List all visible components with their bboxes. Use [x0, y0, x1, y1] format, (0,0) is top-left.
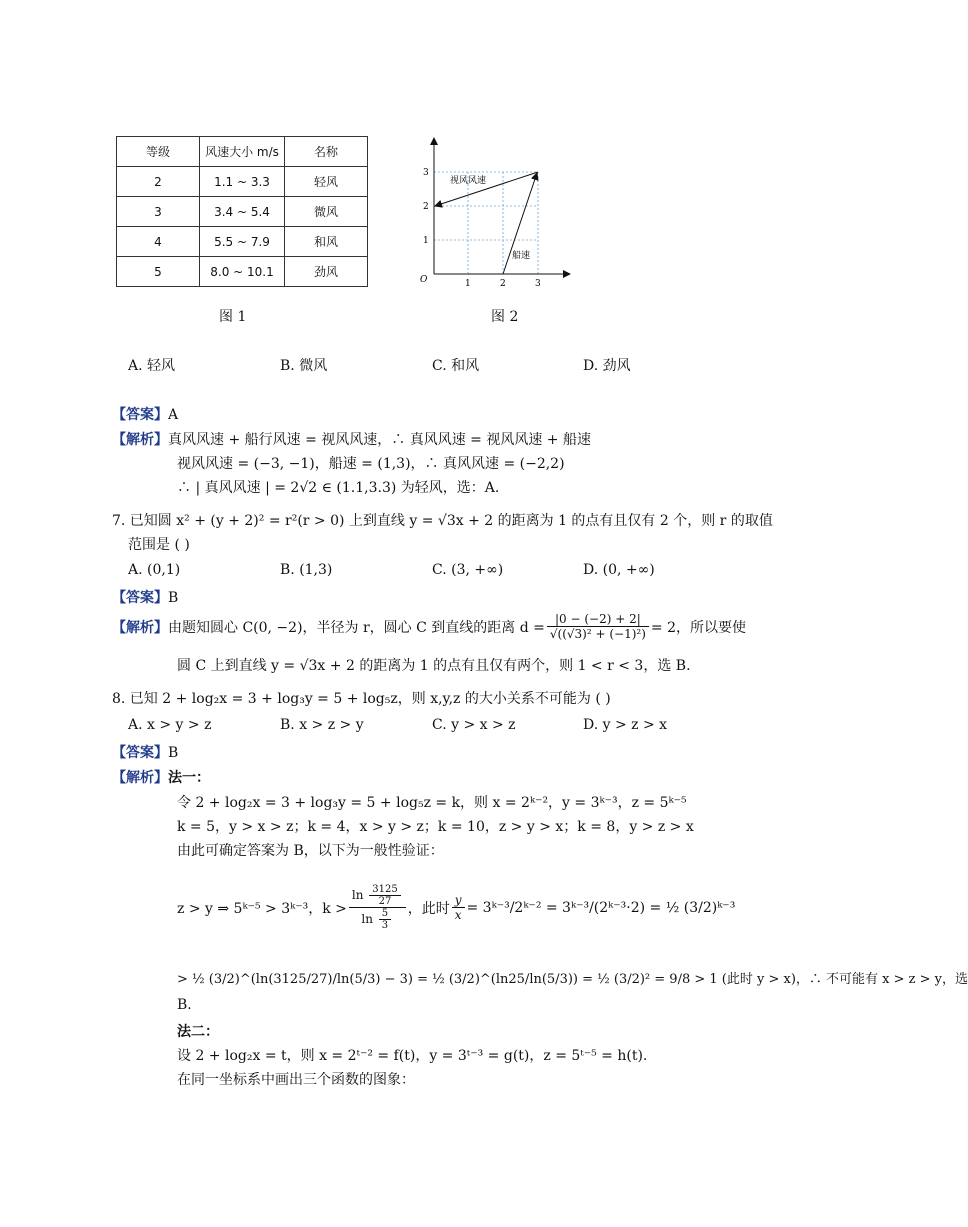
table-cell: 劲风 — [285, 257, 368, 287]
analysis-tag: 【解析】 — [112, 619, 168, 636]
analysis-text: ∴ | 真风风速 | = 2√2 ∈ (1.1,3.3) 为轻风，选：A. — [177, 480, 500, 496]
table-header-row — [117, 137, 368, 167]
table-header: 等级 — [117, 137, 200, 167]
fraction-numerator: |0 − (−2) + 2| — [547, 612, 649, 627]
table-cell: 轻风 — [285, 167, 368, 197]
option-c: C. (3, +∞) — [432, 562, 504, 578]
table-header: 名称 — [285, 137, 368, 167]
table-cell: 2 — [117, 167, 200, 197]
option-a: A. 轻风 — [128, 358, 176, 374]
question-stem: 范围是 ( ) — [128, 537, 190, 553]
option-b: B. x > z > y — [280, 717, 364, 733]
x-tick: 3 — [535, 279, 541, 289]
table-row — [117, 227, 368, 257]
wind-scale-table — [116, 136, 368, 287]
analysis-text: ，此时 — [407, 900, 450, 917]
table-row — [117, 167, 368, 197]
option-b: B. 微风 — [280, 358, 328, 374]
figure1-caption: 图 1 — [219, 309, 247, 325]
analysis-text: z > y ⇒ 5ᵏ⁻⁵ > 3ᵏ⁻³，k > — [177, 900, 347, 917]
table-header: 风速大小 m/s — [200, 137, 285, 167]
analysis-text: = 2，所以要使 — [650, 619, 746, 636]
analysis-tag: 【解析】 — [112, 770, 168, 786]
table-cell: 3 — [117, 197, 200, 227]
analysis-text: 视风风速 = (−3, −1)，船速 = (1,3)，∴ 真风风速 = (−2,2) — [177, 456, 565, 472]
origin-label: O — [420, 275, 428, 285]
answer-value: A — [168, 407, 179, 423]
analysis-row — [112, 429, 591, 449]
question-stem: 7. 已知圆 x² + (y + 2)² = r²(r > 0) 上到直线 y = √3x + 2 的距离为 1 的点有且仅有 2 个，则 r 的取值 — [112, 513, 773, 529]
derivation-line — [177, 884, 735, 931]
question-stem: 8. 已知 2 + log₂x = 3 + log₃y = 5 + log₅z，则 x,y,z 的大小关系不可能为 ( ) — [112, 691, 611, 707]
fraction-denominator: √((√3)² + (−1)²) — [549, 627, 646, 641]
answer-tag: 【答案】 — [112, 590, 168, 606]
analysis-text: 令 2 + log₂x = 3 + log₃y = 5 + log₅z = k，则 x = 2ᵏ⁻²，y = 3ᵏ⁻³，z = 5ᵏ⁻⁵ — [177, 795, 687, 811]
option-d: D. 劲风 — [583, 358, 631, 374]
table-cell: 5 — [117, 257, 200, 287]
option-c: C. y > x > z — [432, 717, 516, 733]
y-tick: 1 — [423, 236, 429, 246]
analysis-row — [112, 612, 746, 641]
answer-row — [112, 742, 178, 762]
log-ratio-fraction — [349, 884, 406, 931]
y-tick: 2 — [423, 202, 429, 212]
answer-tag: 【答案】 — [112, 745, 168, 761]
table-row — [117, 197, 368, 227]
analysis-text: = 3ᵏ⁻³/2ᵏ⁻² = 3ᵏ⁻³/(2ᵏ⁻³·2) = ½ (3/2)ᵏ⁻³ — [466, 899, 736, 916]
answer-value: B — [168, 745, 179, 761]
table-cell: 8.0 ~ 10.1 — [200, 257, 285, 287]
option-b: B. (1,3) — [280, 562, 333, 578]
ship-speed-label: 船速 — [512, 251, 531, 261]
fraction-denominator: ln $\frac{5}{3}$ — [349, 908, 406, 931]
table-cell: 3.4 ~ 5.4 — [200, 197, 285, 227]
analysis-text: 设 2 + log₂x = t，则 x = 2ᵗ⁻² = f(t)，y = 3ᵗ⁻³ = g(t)，z = 5ᵗ⁻⁵ = h(t). — [177, 1048, 648, 1064]
option-a: A. (0,1) — [128, 562, 181, 578]
apparent-wind-label: 视风风速 — [450, 176, 487, 186]
option-a: A. x > y > z — [128, 717, 212, 733]
answer-row — [112, 587, 178, 607]
y-over-x-fraction: $\frac{y}{x}$ — [452, 893, 465, 922]
fraction-numerator: ln $\frac{3125}{27}$ — [349, 884, 406, 908]
analysis-text: 由此可确定答案为 B，以下为一般性验证： — [177, 843, 444, 859]
analysis-text: 圆 C 上到直线 y = √3x + 2 的距离为 1 的点有且仅有两个，则 1 < r < 3，选 B. — [177, 658, 691, 674]
x-tick: 1 — [465, 279, 471, 289]
analysis-tag: 【解析】 — [112, 432, 168, 448]
option-d: D. (0, +∞) — [583, 562, 655, 578]
answer-row — [112, 404, 178, 424]
answer-tag: 【答案】 — [112, 407, 168, 423]
table-row — [117, 257, 368, 287]
option-c: C. 和风 — [432, 358, 480, 374]
table-cell: 和风 — [285, 227, 368, 257]
analysis-text: 由题知圆心 C(0, −2)，半径为 r，圆心 C 到直线的距离 d = — [168, 619, 545, 636]
distance-fraction — [547, 612, 649, 641]
figure2-caption: 图 2 — [491, 309, 519, 325]
analysis-text: > ½ (3/2)^(ln(3125/27)/ln(5/3) − 3) = ½ (3/2)^(ln25/ln(5/3)) = ½ (3/2)² = 9/8 > 1 (此时 y > x)，∴ 不可能有 x > z > y，选 — [177, 972, 968, 987]
analysis-text: 真风风速 + 船行风速 = 视风风速，∴ 真风风速 = 视风风速 + 船速 — [168, 432, 591, 448]
analysis-text: 在同一坐标系中画出三个函数的图象： — [177, 1072, 415, 1088]
table-cell: 5.5 ~ 7.9 — [200, 227, 285, 257]
y-tick: 3 — [423, 168, 429, 178]
analysis-row — [112, 767, 210, 787]
method-heading: 法二： — [177, 1024, 219, 1040]
table-cell: 微风 — [285, 197, 368, 227]
table-cell: 1.1 ~ 3.3 — [200, 167, 285, 197]
option-d: D. y > z > x — [583, 717, 668, 733]
analysis-text: k = 5，y > x > z；k = 4，x > y > z；k = 10，z > y > x；k = 8，y > z > x — [177, 819, 694, 835]
table-cell: 4 — [117, 227, 200, 257]
vector-diagram — [410, 130, 580, 290]
method-heading: 法一： — [168, 770, 210, 786]
answer-value: B — [168, 590, 179, 606]
analysis-text: B. — [177, 997, 192, 1013]
x-tick: 2 — [500, 279, 506, 289]
